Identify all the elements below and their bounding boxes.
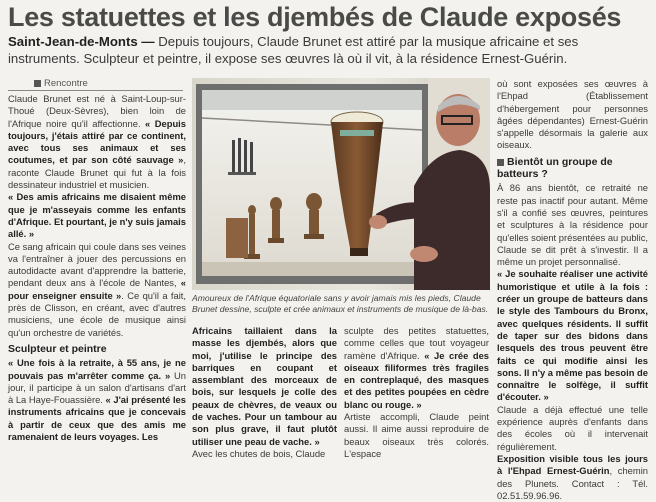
caption-lead: Amoureux de l'Afrique équatoriale	[192, 293, 322, 303]
col2-paragraph-2: Avec les chutes de bois, Claude	[192, 447, 326, 459]
caption-text: sans y avoir jamais mis les pieds, Claude Brunet dessine, sculpte et crée animaux et instruments de musique de là-bas.	[192, 293, 489, 314]
col4-paragraph-2: À 86 ans bientôt, ce retraité ne reste pas inactif pour autant. Même s'il a confié ses œuvres, peintures et sculptures à la résidence pour qu'elles soient présentées au public, Claude se dit prêt à s'investir. Il a même un projet personnalisé.	[497, 182, 648, 268]
column-1	[8, 93, 186, 443]
col1-paragraph-2: « Des amis africains me disaient même que je m'asseyais comme les enfants d'Afrique. Et pourtant, je n'y suis jamais allé. »	[8, 191, 186, 240]
tag-divider	[8, 90, 183, 91]
headline: Les statuettes et les djembés de Claude exposés	[8, 2, 622, 32]
lede-place: Saint-Jean-de-Monts —	[8, 34, 155, 49]
section-tag-label: Rencontre	[44, 78, 88, 89]
subheading-square-icon	[497, 159, 504, 166]
column-3	[344, 325, 489, 460]
photo-caption	[192, 293, 490, 315]
col4-paragraph-4: Claude a déjà effectué une telle expérience auprès d'enfants dans des écoles où il intervenait régulièrement.	[497, 403, 648, 452]
col4-paragraph-5: Exposition visible tous les jours à l'Ehpad Ernest-Guérin, chemin des Plunets. Contact : Tél. 02.51.59.96.96.	[497, 452, 648, 501]
section-tag	[34, 78, 88, 89]
col4-paragraph-1: où sont exposées ses œuvres à l'Ehpad (Établissement d'hébergement pour personnes âgées dépendantes) Ernest-Guérin s'appelle désormais la galerie aux oiseaux.	[497, 78, 648, 151]
col4-subheading: Bientôt un groupe de batteurs ?	[497, 155, 613, 181]
col1-paragraph-1: Claude Brunet est né à Saint-Loup-sur-Thoué (Deux-Sèvres), bien loin de l'Afrique noire qu'il affectionne. « Depuis toujours, j'étais attiré par ce continent, avec tous ses animaux et ses coutumes, et par son côté sauvage », raconte Claude Brunet qui fut à la fois dessinateur industriel et musicien.	[8, 93, 186, 191]
col3-paragraph-2: Artiste accompli, Claude peint aussi. Il aime aussi reproduire de beaux oiseaux très colorés. L'espace	[344, 411, 489, 459]
article-photo	[192, 78, 490, 290]
photo-illustration	[192, 78, 490, 290]
tag-square-icon	[34, 80, 41, 87]
column-2	[192, 325, 337, 460]
lede	[8, 34, 648, 67]
lede-text: Depuis toujours, Claude Brunet est attiré par la musique africaine et ses instruments. Sculpteur et peintre, il expose ses œuvres là où il vit, à la résidence Ernest-Guérin.	[8, 34, 579, 66]
col2-paragraph-1: Africains taillaient dans la masse les djembés, alors que moi, j'utilise le principe des barriques en coupant et assemblant des morceaux de bois, sur lesquels je colle des peaux de chèvres, de veaux ou de vaches. Pour un tambour au son plus grave, il faut plutôt utiliser une peau de vache. »	[192, 325, 337, 447]
col4-paragraph-3: « Je souhaite réaliser une activité humoristique et utile à la fois : créer un groupe de batteurs dans le style des Tambours du Bronx, avec quelques résidents. Il suffit de taper sur des bidons dans lesquels des trous peuvent être faits ce qui modifie ainsi les sons. Il n'y a même pas besoin de connaître le solfège, il suffit d'écouter. »	[497, 268, 648, 403]
column-4	[497, 78, 648, 502]
col1-subheading: Sculpteur et peintre	[8, 342, 107, 355]
col1-paragraph-4: « Une fois à la retraite, à 55 ans, je ne pouvais pas m'arrêter comme ça. » Un jour, il participe à un salon d'artisans d'art à La Haye-Fouassière. « J'ai présenté les instruments africains que je concevais à partir de ceux que des amis me ramenaient de leurs voyages. Les	[8, 357, 187, 443]
col1-paragraph-3: Ce sang africain qui coule dans ses veines va l'entraîner à jouer des percussions en autodidacte avant d'apprendre la batterie, pendant deux ans à l'école de Nantes, « pour enseigner ensuite ». Ce qu'il a fait, près de Clisson, en créant, avec d'autres musiciens, une école de musique ainsi qu'un orchestre de variétés.	[8, 240, 187, 338]
col3-paragraph-1: sculpte des petites statuettes, comme celles que tout voyageur ramène d'Afrique. « Je crée des oiseaux filiformes très fragiles en contreplaqué, des masques et des petites poupées en cèdre blanc ou rouge. »	[344, 325, 490, 410]
